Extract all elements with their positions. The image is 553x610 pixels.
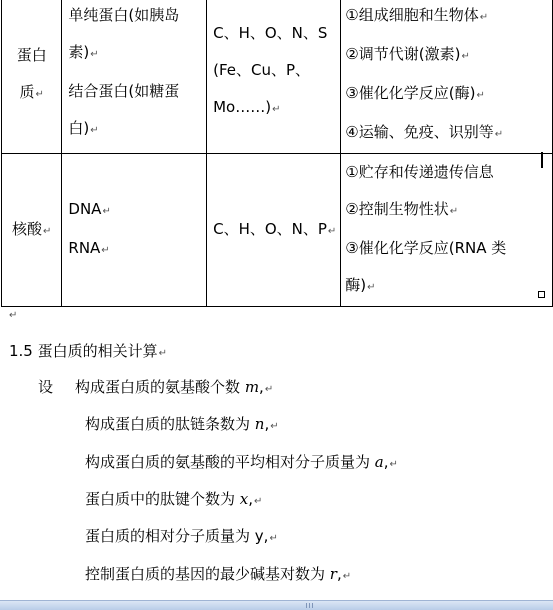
nucleic-types-cell[interactable] — [62, 154, 207, 307]
function-item: ②调节代谢(激素)↵ — [345, 45, 470, 63]
formula-line: 蛋白质中的肽键个数为 x,↵ — [85, 490, 263, 508]
section-heading: 1.5 蛋白质的相关计算↵ — [9, 342, 168, 360]
nucleic-type: RNA↵ — [68, 239, 110, 257]
protein-name-cell[interactable] — [2, 0, 62, 154]
biomolecule-table — [1, 0, 553, 307]
table-resize-handle[interactable] — [538, 291, 545, 298]
protein-name-line: 蛋白 — [16, 46, 47, 64]
formula-line: 构成蛋白质的肽链条数为 n,↵ — [85, 415, 279, 433]
composition-line: 白)↵ — [68, 119, 99, 137]
protein-elements-cell[interactable] — [207, 0, 341, 154]
nucleic-name: 核酸 — [11, 219, 42, 238]
table-row — [2, 0, 553, 154]
function-item: ①贮存和传递遗传信息 — [345, 163, 494, 181]
function-item: ③催化化学反应(酶)↵ — [345, 84, 485, 102]
composition-line: 单纯蛋白(如胰岛 — [68, 6, 180, 24]
elements-line: C、H、O、N、S — [213, 24, 328, 42]
empty-paragraph-mark: ↵ — [9, 310, 18, 321]
nucleic-elements-cell[interactable]: C、H、O、N、P↵ — [207, 154, 341, 307]
nucleic-type: DNA↵ — [68, 200, 111, 218]
formula-line: 控制蛋白质的基因的最少碱基对数为 r,↵ — [85, 565, 352, 583]
composition-line: 结合蛋白(如糖蛋 — [68, 82, 180, 100]
protein-name-line: 质↵ — [19, 83, 44, 101]
function-item: ③催化化学反应(RNA 类 — [345, 239, 507, 257]
composition-line: 素)↵ — [68, 43, 99, 61]
lead-word: 设 — [38, 378, 54, 396]
elements-line: Mo……)↵ — [213, 98, 281, 116]
table-row — [2, 154, 553, 307]
nucleic-name-cell[interactable]: 核酸↵ — [2, 154, 62, 307]
formula-line: 蛋白质的相对分子质量为 y,↵ — [85, 527, 278, 545]
function-item: ④运输、免疫、识别等↵ — [345, 123, 504, 141]
formula-line: 构成蛋白质的氨基酸的平均相对分子质量为 a,↵ — [85, 453, 398, 471]
function-item: ①组成细胞和生物体↵ — [345, 6, 489, 24]
scroll-grip-icon[interactable] — [306, 603, 314, 608]
formula-line: 设 构成蛋白质的氨基酸个数 m,↵ — [38, 378, 274, 396]
text-cursor — [541, 152, 543, 168]
nucleic-elements: C、H、O、N、P — [213, 219, 327, 238]
protein-functions-cell[interactable] — [341, 0, 553, 154]
nucleic-functions-cell[interactable] — [341, 154, 553, 307]
elements-line: (Fe、Cu、P、 — [213, 61, 311, 79]
protein-composition-cell[interactable] — [62, 0, 207, 154]
function-item: ②控制生物性状↵ — [345, 200, 459, 218]
function-item: 酶)↵ — [345, 276, 376, 294]
